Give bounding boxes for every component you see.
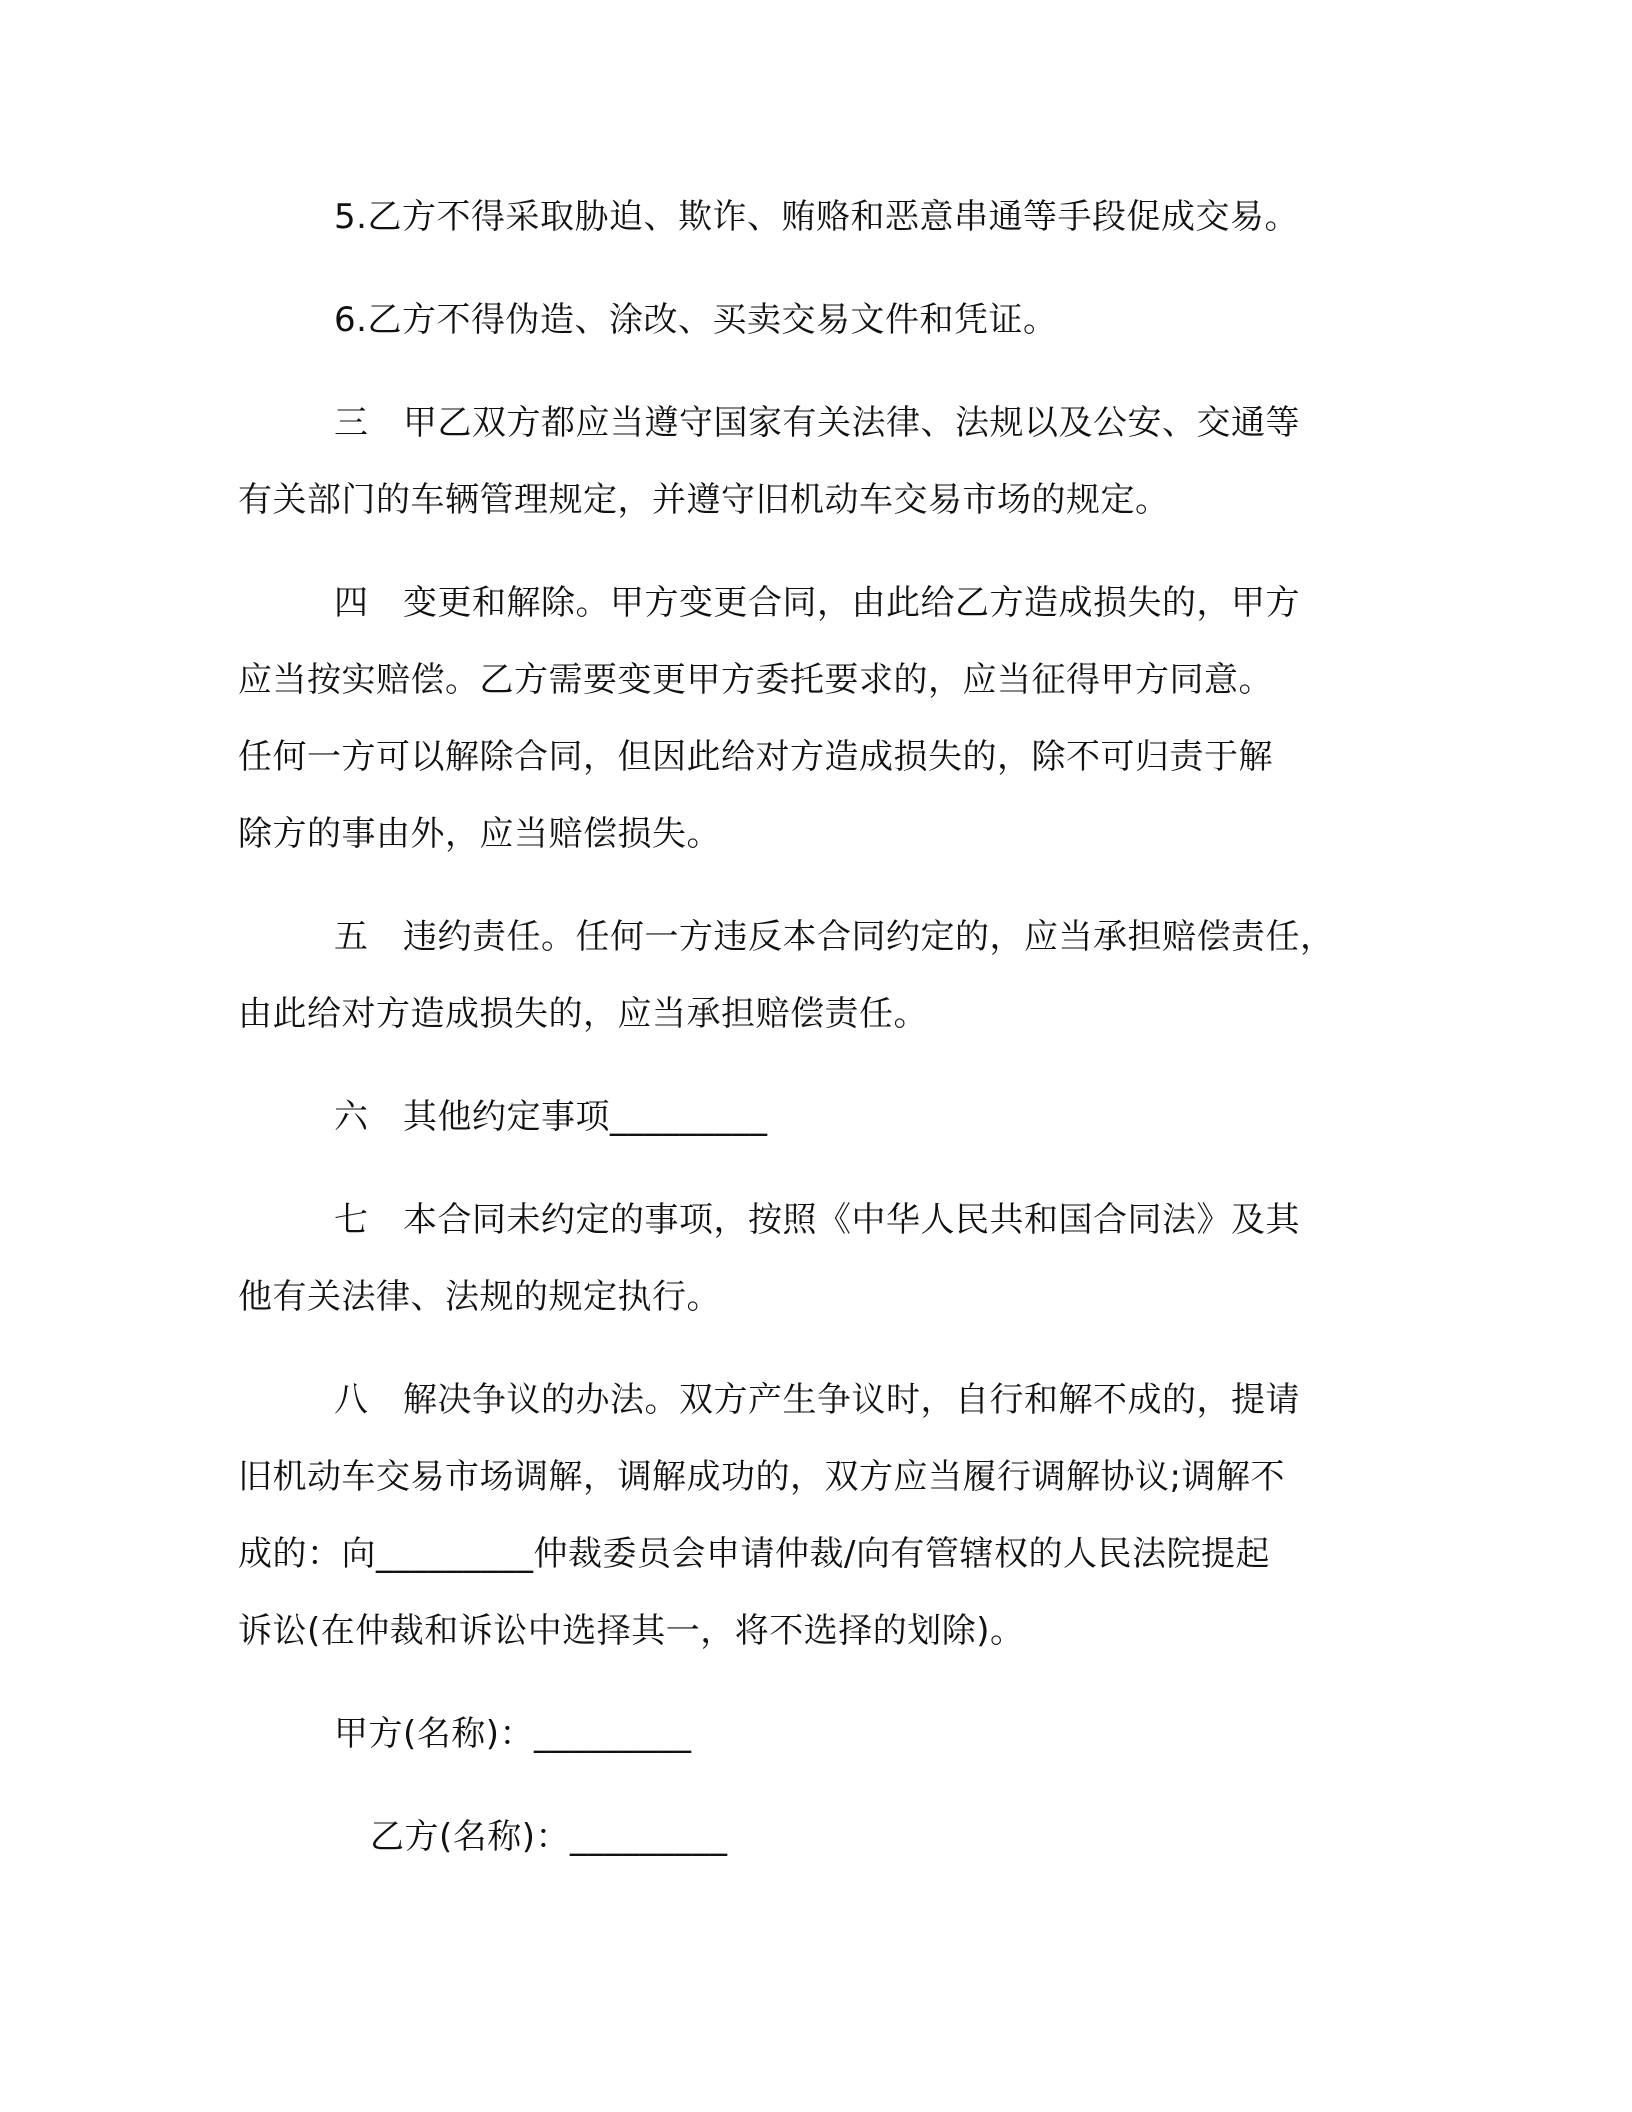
section-4-line-3: 任何一方可以解除合同，但因此给对方造成损失的，除不可归责于解 <box>238 737 1273 777</box>
section-8-line-4: 诉讼(在仲裁和诉讼中选择其一，将不选择的划除)。 <box>238 1611 1025 1651</box>
party-b-signature: 乙方(名称)：_________ <box>370 1817 728 1857</box>
section-3-line-2: 有关部门的车辆管理规定，并遵守旧机动车交易市场的规定。 <box>238 480 1170 520</box>
section-8-line-2: 旧机动车交易市场调解，调解成功的，双方应当履行调解协议;调解不 <box>238 1457 1285 1497</box>
section-5-line-2: 由此给对方造成损失的，应当承担赔偿责任。 <box>238 994 928 1034</box>
clause-6: 6.乙方不得伪造、涂改、买卖交易文件和凭证。 <box>334 300 1058 340</box>
section-7-line-1: 七 本合同未约定的事项，按照《中华人民共和国合同法》及其 <box>334 1200 1300 1240</box>
party-a-signature: 甲方(名称)：_________ <box>334 1714 692 1754</box>
section-4-line-2: 应当按实赔偿。乙方需要变更甲方委托要求的，应当征得甲方同意。 <box>238 660 1273 700</box>
section-4-line-1: 四 变更和解除。甲方变更合同，由此给乙方造成损失的，甲方 <box>334 583 1300 623</box>
section-4-line-4: 除方的事由外，应当赔偿损失。 <box>238 814 721 854</box>
clause-5: 5.乙方不得采取胁迫、欺诈、贿赂和恶意串通等手段促成交易。 <box>334 197 1299 237</box>
section-7-line-2: 他有关法律、法规的规定执行。 <box>238 1277 721 1317</box>
section-8-line-1: 八 解决争议的办法。双方产生争议时，自行和解不成的，提请 <box>334 1380 1300 1420</box>
section-5-line-1: 五 违约责任。任何一方违反本合同约定的，应当承担赔偿责任， <box>334 917 1335 957</box>
section-3-line-1: 三 甲乙双方都应当遵守国家有关法律、法规以及公安、交通等 <box>334 403 1300 443</box>
section-6-line-1: 六 其他约定事项_________ <box>334 1097 768 1137</box>
section-8-line-3: 成的：向_________仲裁委员会申请仲裁/向有管辖权的人民法院提起 <box>238 1534 1270 1574</box>
